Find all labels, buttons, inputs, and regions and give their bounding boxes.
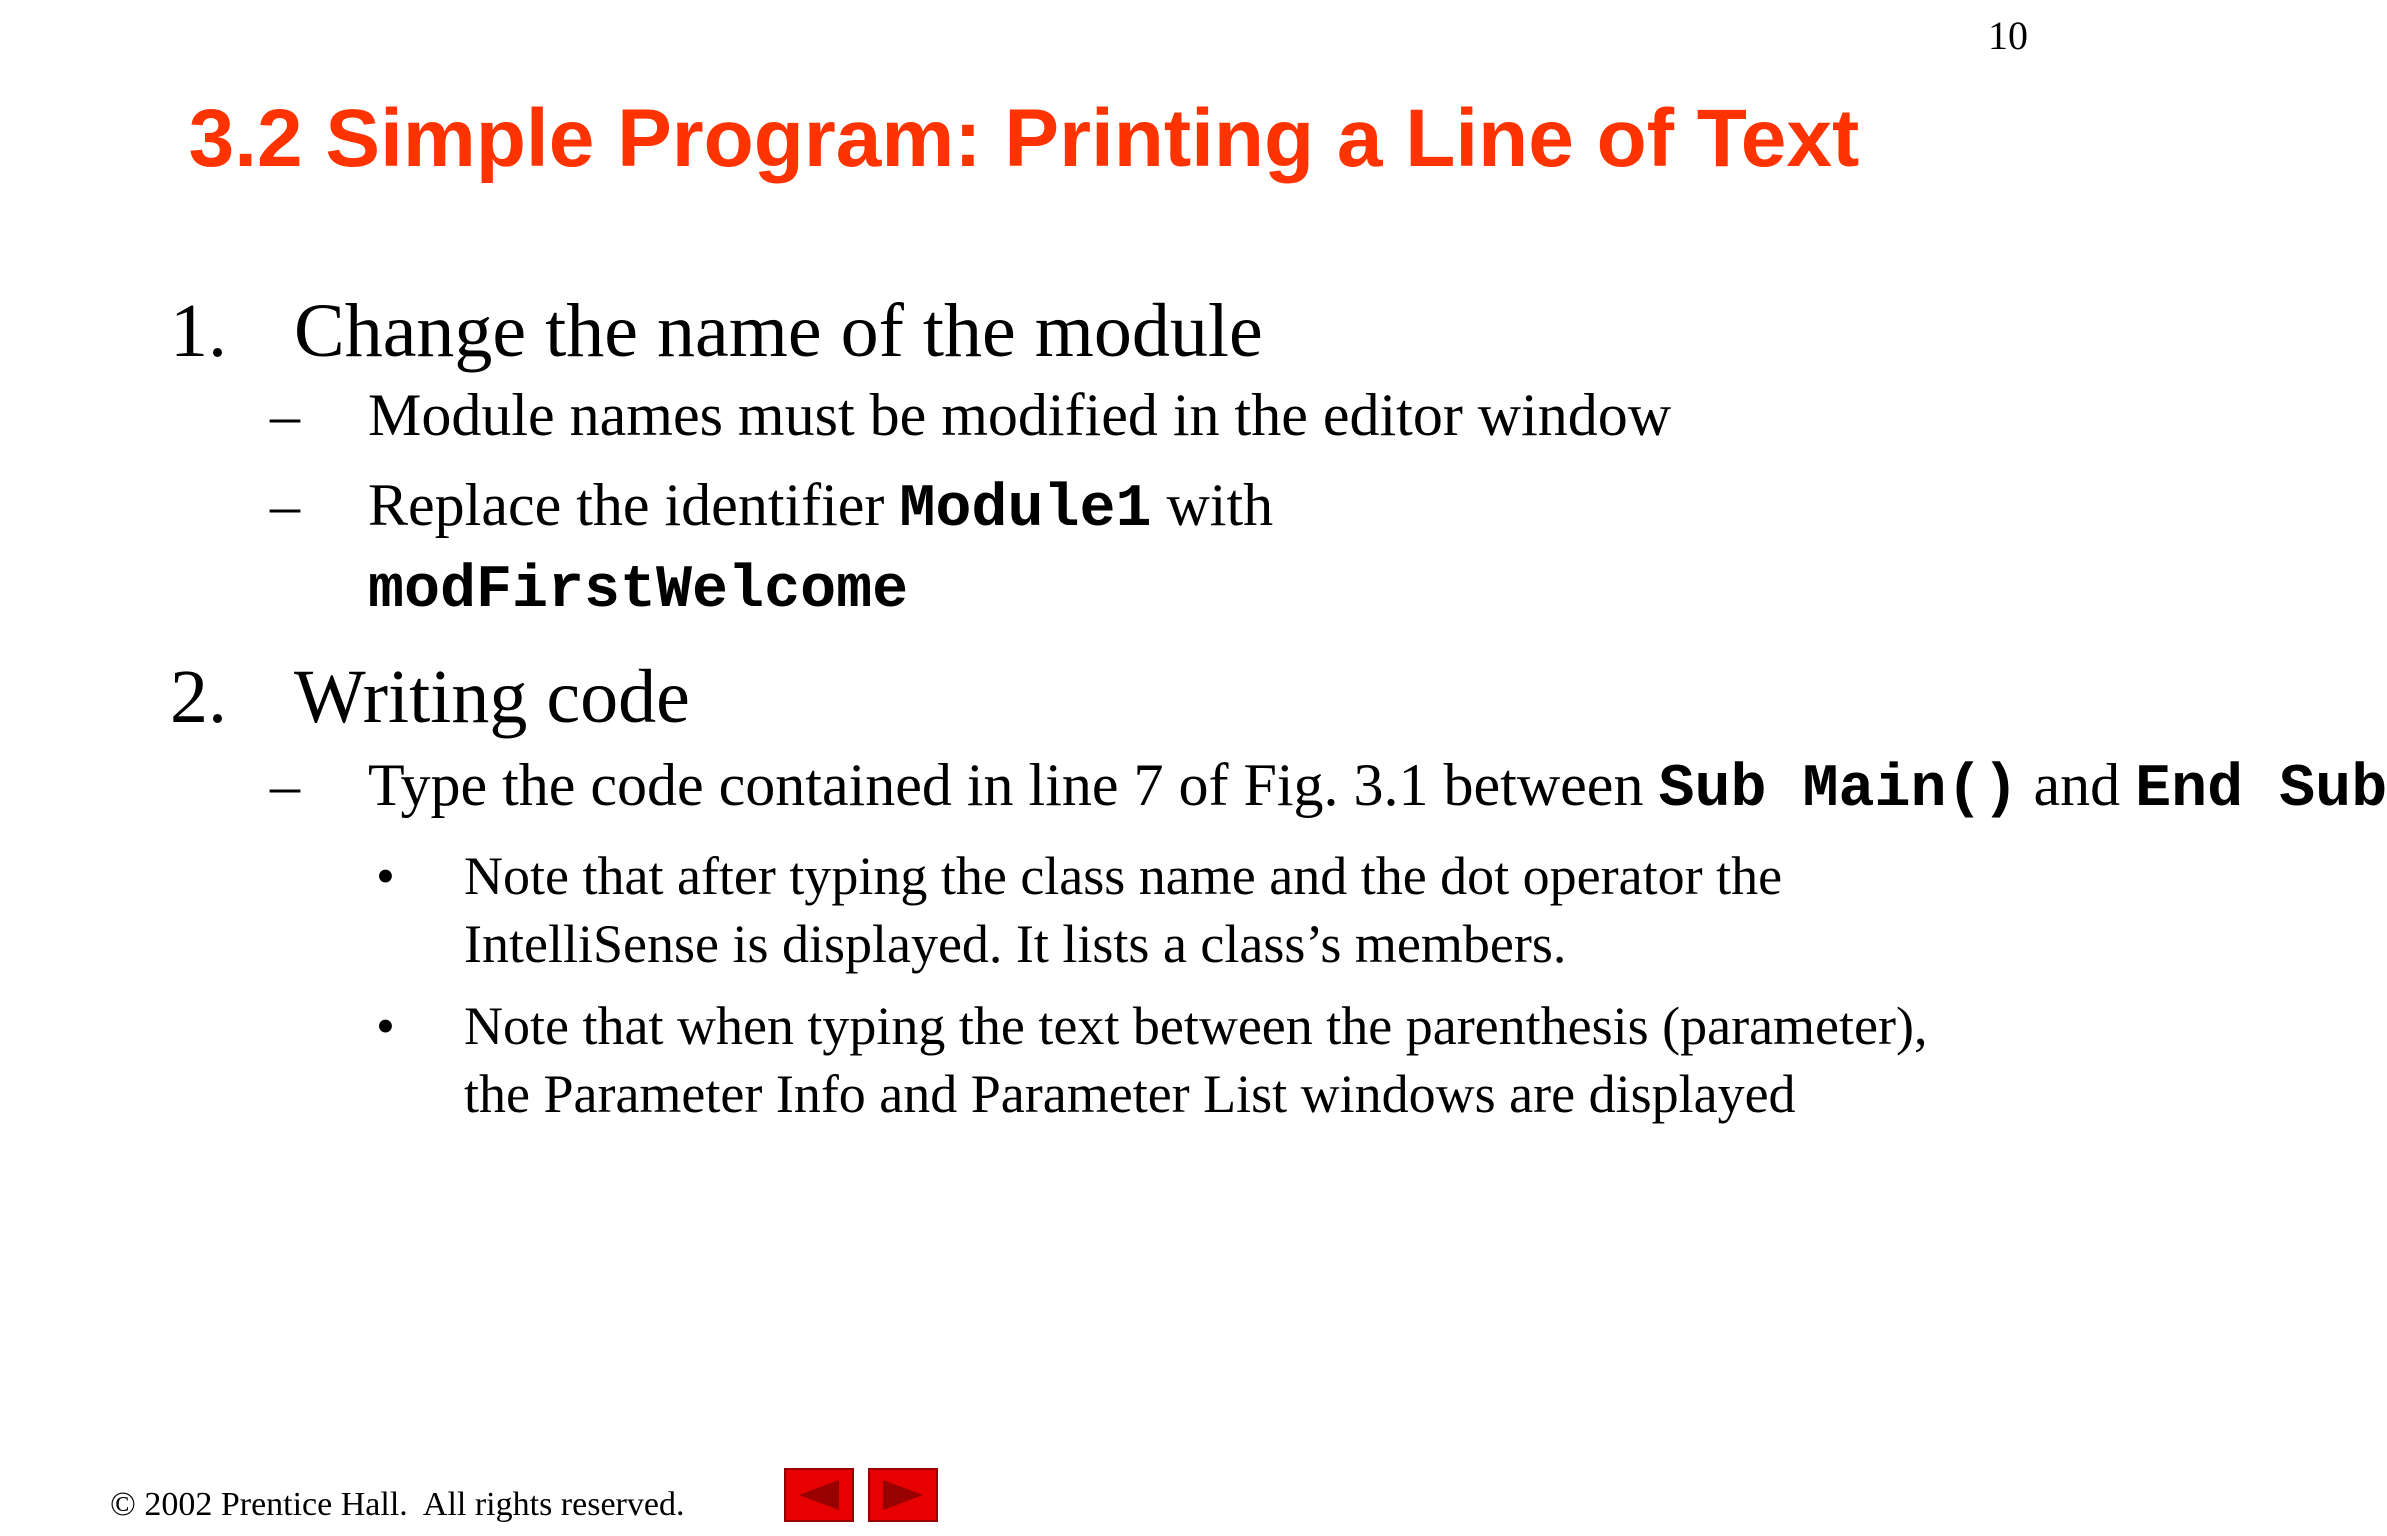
subitem-text-block: [368, 747, 2387, 828]
slide-title: 3.2 Simple Program: Printing a Line of Text: [188, 93, 1860, 184]
copyright-symbol: ©: [110, 1486, 136, 1523]
list-item-2: [170, 651, 1970, 743]
list-item-1: [170, 285, 1970, 377]
subitem-text: Module names must be modified in the editor window: [368, 382, 1672, 448]
subitem-text: and: [2018, 752, 2136, 818]
code-modfirstwelcome: modFirstWelcome: [368, 557, 909, 625]
triangle-right-icon: [879, 1478, 927, 1512]
bullet-text: Note that after typing the class name and the dot operator the IntelliSense is displayed. It lists a class’s members.: [464, 846, 1783, 974]
item-text: Writing code: [294, 655, 690, 739]
dash-marker: –: [270, 752, 300, 818]
subitem-2-1: [270, 747, 2387, 828]
code-module1: Module1: [899, 476, 1152, 544]
bullet-marker: •: [376, 846, 395, 906]
copyright-text: 2002 Prentice Hall. All rights reserved.: [135, 1486, 685, 1523]
dash-marker: –: [270, 382, 300, 448]
slide-content: [170, 285, 2387, 1128]
item-number: 2.: [170, 655, 227, 739]
dash-marker: –: [270, 472, 300, 538]
copyright-footer: [110, 1486, 684, 1524]
subitem-text: with: [1151, 472, 1274, 538]
code-sub-main: Sub Main(): [1658, 756, 2019, 824]
subitem-text-block: [368, 467, 1273, 629]
bullet-marker: •: [376, 996, 395, 1056]
item-number: 1.: [170, 289, 227, 373]
subitem-1-2: [270, 467, 1970, 629]
item-text: Change the name of the module: [294, 289, 1263, 373]
bullet-text: Note that when typing the text between the parenthesis (parameter), the Parameter Info and Parameter List windows are displayed: [464, 996, 1928, 1124]
triangle-left-icon: [795, 1478, 843, 1512]
page-number: 10: [1988, 13, 2028, 58]
previous-slide-button[interactable]: [784, 1468, 854, 1522]
code-end-sub: End Sub: [2135, 756, 2387, 824]
subitem-1-1: [270, 377, 1970, 453]
subitem-text: Type the code contained in line 7 of Fig. 3.1 between: [368, 752, 1659, 818]
bullet-2-1-2: [376, 992, 1970, 1128]
bullet-2-1-1: [376, 842, 1970, 978]
next-slide-button[interactable]: [868, 1468, 938, 1522]
subitem-text: Replace the identifier: [368, 472, 900, 538]
